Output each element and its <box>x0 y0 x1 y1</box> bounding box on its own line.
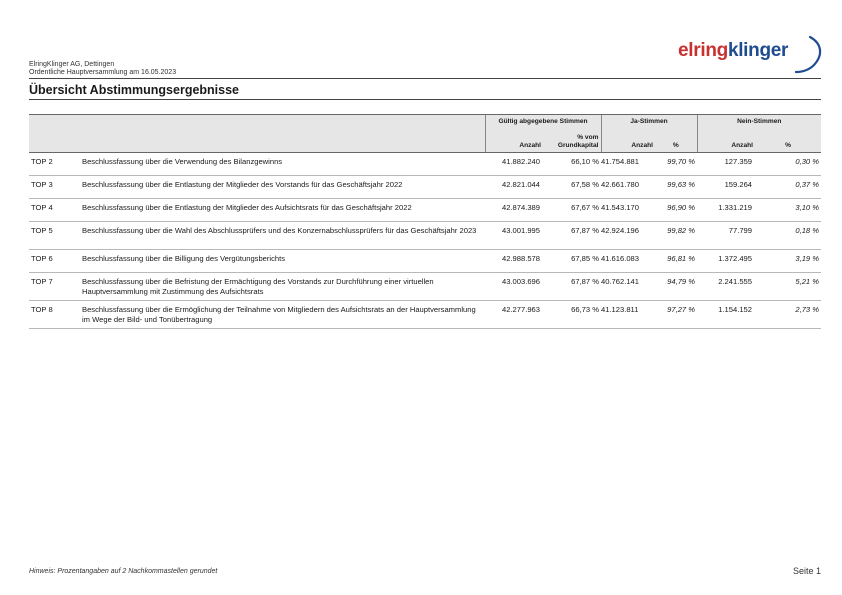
resolution-description: Beschlussfassung über die Entlastung der Mitglieder des Aufsichtsrats für das Geschäftsjahr 2022 <box>79 199 485 222</box>
agenda-item: TOP 3 <box>29 176 79 199</box>
resolution-description: Beschlussfassung über die Wahl des Abschlussprüfers und des Konzernabschlussprüfers für das Geschäftsjahr 2023 <box>79 222 485 250</box>
valid-votes: 43.001.995 <box>485 222 543 250</box>
valid-votes: 42.874.389 <box>485 199 543 222</box>
no-pct: 3,19 % <box>755 250 821 273</box>
agenda-item: TOP 4 <box>29 199 79 222</box>
yes-pct: 94,79 % <box>655 273 697 301</box>
no-votes: 77.799 <box>697 222 755 250</box>
company-info <box>29 61 176 77</box>
valid-votes: 42.988.578 <box>485 250 543 273</box>
logo-wordmark: elringklinger <box>678 40 789 61</box>
resolution-description: Beschlussfassung über die Billigung des Vergütungsberichts <box>79 250 485 273</box>
page-title: Übersicht Abstimmungsergebnisse <box>29 83 240 97</box>
agenda-item: TOP 5 <box>29 222 79 250</box>
rounding-note: Hinweis: Prozentangaben auf 2 Nachkommastellen gerundet <box>29 568 218 575</box>
title-rule <box>29 99 821 100</box>
agenda-item: TOP 2 <box>29 153 79 176</box>
valid-votes: 42.277.963 <box>485 301 543 329</box>
col-yes-count: Anzahl <box>601 126 655 153</box>
resolution-description: Beschlussfassung über die Ermöglichung der Teilnahme von Mitgliedern des Aufsichtsrats an der Hauptversammlung im Wege der Bild- und Tonübertragung <box>79 301 485 329</box>
table-row <box>29 250 821 273</box>
capital-pct: 66,73 % <box>543 301 601 329</box>
yes-pct: 99,63 % <box>655 176 697 199</box>
table-row <box>29 301 821 329</box>
yes-votes: 41.123.811 <box>601 301 655 329</box>
yes-pct: 96,81 % <box>655 250 697 273</box>
col-yes-pct: % <box>655 126 697 153</box>
yes-pct: 99,70 % <box>655 153 697 176</box>
results-table <box>29 114 821 329</box>
table-row <box>29 273 821 301</box>
group-valid-votes: Gültig abgegebene Stimmen <box>485 115 601 127</box>
col-capital-pct: % vom Grundkapital <box>543 126 601 153</box>
yes-pct: 96,90 % <box>655 199 697 222</box>
yes-votes: 41.543.170 <box>601 199 655 222</box>
yes-votes: 41.616.083 <box>601 250 655 273</box>
resolution-description: Beschlussfassung über die Befristung der Ermächtigung des Vorstands zur Durchführung einer virtuellen Hauptversammlung mit Zustimmung des Aufsichtsrats <box>79 273 485 301</box>
resolution-description: Beschlussfassung über die Verwendung des Bilanzgewinns <box>79 153 485 176</box>
table-group-header <box>29 115 821 127</box>
table-body <box>29 153 821 329</box>
no-pct: 0,37 % <box>755 176 821 199</box>
no-votes: 1.372.495 <box>697 250 755 273</box>
logo-swoosh-icon <box>678 34 828 74</box>
yes-pct: 97,27 % <box>655 301 697 329</box>
elringklinger-logo <box>678 34 828 74</box>
capital-pct: 66,10 % <box>543 153 601 176</box>
col-no-pct: % <box>755 126 821 153</box>
no-votes: 1.154.152 <box>697 301 755 329</box>
valid-votes: 42.821.044 <box>485 176 543 199</box>
col-no-count: Anzahl <box>697 126 755 153</box>
no-votes: 159.264 <box>697 176 755 199</box>
table-row <box>29 222 821 250</box>
resolution-description: Beschlussfassung über die Entlastung der Mitglieder des Vorstands für das Geschäftsjahr 2022 <box>79 176 485 199</box>
capital-pct: 67,58 % <box>543 176 601 199</box>
no-pct: 2,73 % <box>755 301 821 329</box>
no-votes: 2.241.555 <box>697 273 755 301</box>
capital-pct: 67,67 % <box>543 199 601 222</box>
no-votes: 1.331.219 <box>697 199 755 222</box>
meeting-info: Ordentliche Hauptversammlung am 16.05.2023 <box>29 69 177 76</box>
yes-votes: 42.661.780 <box>601 176 655 199</box>
capital-pct: 67,87 % <box>543 273 601 301</box>
capital-pct: 67,87 % <box>543 222 601 250</box>
yes-votes: 40.762.141 <box>601 273 655 301</box>
no-pct: 0,18 % <box>755 222 821 250</box>
header-rule <box>29 78 821 79</box>
no-pct: 3,10 % <box>755 199 821 222</box>
valid-votes: 41.882.240 <box>485 153 543 176</box>
capital-pct: 67,85 % <box>543 250 601 273</box>
col-valid-count: Anzahl <box>485 126 543 153</box>
group-yes-votes: Ja-Stimmen <box>601 115 697 127</box>
valid-votes: 43.003.696 <box>485 273 543 301</box>
table-row <box>29 199 821 222</box>
no-pct: 0,30 % <box>755 153 821 176</box>
group-no-votes: Nein-Stimmen <box>697 115 821 127</box>
agenda-item: TOP 7 <box>29 273 79 301</box>
no-pct: 5,21 % <box>755 273 821 301</box>
yes-pct: 99,82 % <box>655 222 697 250</box>
table-row <box>29 153 821 176</box>
agenda-item: TOP 8 <box>29 301 79 329</box>
company-name: ElringKlinger AG, Dettingen <box>29 61 115 68</box>
no-votes: 127.359 <box>697 153 755 176</box>
page-number: Seite 1 <box>792 566 821 576</box>
agenda-item: TOP 6 <box>29 250 79 273</box>
yes-votes: 41.754.881 <box>601 153 655 176</box>
table-row <box>29 176 821 199</box>
table-column-header <box>29 126 821 153</box>
yes-votes: 42.924.196 <box>601 222 655 250</box>
